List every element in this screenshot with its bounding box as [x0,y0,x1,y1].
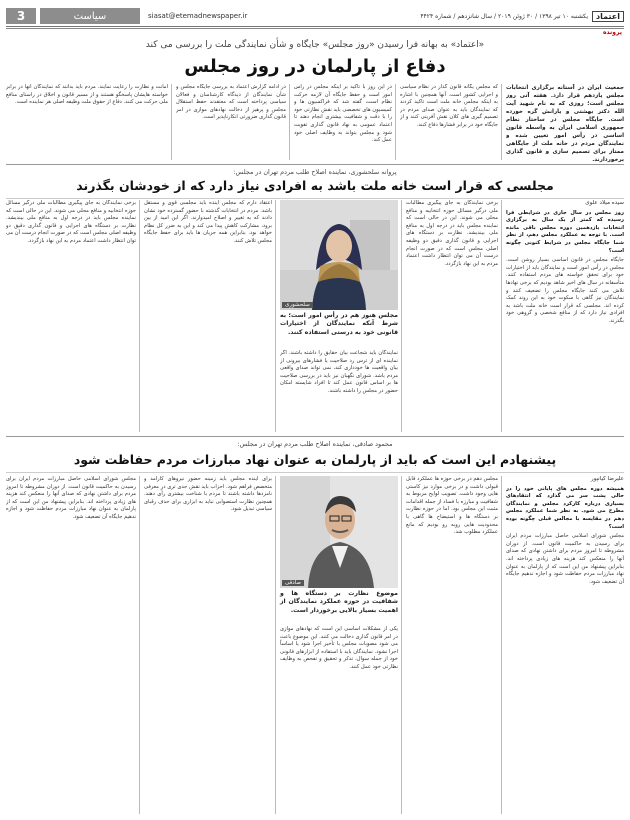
column-divider [401,476,402,814]
dossier-label: پرونده [603,29,622,36]
top-column-5: امانت و نظارت را رعایت نمایند. مردم باید بدانند که نمایندگان آنها در برابر خواسته هایشان پاسخگو هستند و از مسیر قانون و اخلاق در راستای منافع ملی حرکت می کنند. دفاع از حقوق ملت وظیفه اصلی هر نماینده است. [6,84,168,106]
newspaper-logo: اعتماد [592,11,624,22]
article1-author: سیده میلاد علوی [585,200,624,206]
article2-column-3: یکی از مشکلات اساسی این است که نهادهای موازی در امر قانون گذاری دخالت می کنند. این موضوع باعث می شود مصوبات مجلس با تأخیر اجرا شود یا اساساً اجرا نشود. نمایندگان باید با استفاده از ابزارهای قانونی خود از جمله سوال، تذکر و تحقیق و تفحص به وظایف نظارتی خود عمل کنند. [280,626,398,670]
article2-headline: پیشنهادم این است که باید از پارلمان به عنوان نهاد مبارزات مردم حفاظت شود [73,452,557,467]
article1-byline: پروانه سلحشوری، نماینده اصلاح طلب مردم تهران در مجلس: [233,168,397,176]
article1-column-5: برخی نمایندگان به جای پیگیری مطالبات ملی درگیر مسائل حوزه انتخابیه و منافع محلی می شوند. این در حالی است که نماینده مجلس باید در درجه اول به منافع ملی بیندیشد. نظارت بر دستگاه های اجرایی و قانون گذاری دقیق دو وظیفه اصلی مجلس است که در صورت انجام درست آن می توان انتظار داشت اعتماد مردم به این نهاد بازگردد. [6,200,136,244]
column-divider [401,200,402,432]
column-divider [275,200,276,432]
article1-photo-caption: سلحشوری [282,302,313,308]
page-number: 3 [6,8,36,24]
article2-byline: محمود صادقی، نماینده اصلاح طلب مردم تهران در مجلس: [237,440,393,448]
column-divider [501,84,502,160]
article2-body-right: مجلس شورای اسلامی حاصل مبارزات مردم ایران برای رسیدن به حاکمیت قانون است. از دوران مشروطه تا امروز مردم برای داشتن نهادی که صدای آنها را منعکس کند هزینه های زیادی پرداخته اند. بنابراین پیشنهاد من این است که از پارلمان به عنوان نهاد مبارزات مردم حفاظت شود و اجازه ندهیم جایگاه آن تضعیف شود. [506,533,624,585]
top-column-3: در این روز با تأکید بر اینکه مجلس در رأس امور است و حفظ جایگاه آن لازمه حرکت نظام است، گفته شد که فراکسیون ها و کمیسیون های تخصصی باید نقش نظارتی خود را با دقت و شفافیت بیشتری انجام دهند تا اعتماد عمومی به نهاد قانون گذاری تقویت شود و مجلس بتواند به وظایف اصلی خود عمل کند. [294,84,392,144]
top-kicker: «اعتماد» به بهانه فرا رسیدن «روز مجلس» جایگاه و شأن نمایندگی ملت را بررسی می کند [145,40,485,50]
top-column-2: که مجلس یگانه قانون گذار در نظام سیاسی و اجرایی کشور است. آنها همچنین با اشاره به اینکه مجلس خانه ملت است تاکید کردند که نمایندگان باید به عنوان صدای مردم در تصمیم گیری های کلان نقش آفرینی کنند و از جایگاه خود در برابر فشارها دفاع کنند. [400,84,498,128]
column-divider [501,200,502,432]
column-divider [395,84,396,160]
article1-right-column [506,200,624,432]
article1-headline: مجلسی که قرار است خانه ملت باشد به افرادی نیاز دارد که از خودشان بگذرند [76,178,554,193]
column-divider [289,84,290,160]
article2-column-5: مجلس شورای اسلامی حاصل مبارزات مردم ایران برای رسیدن به حاکمیت قانون است. از دوران مشروطه تا امروز مردم برای داشتن نهادی که صدای آنها را منعکس کند هزینه های زیادی پرداخته اند. بنابراین پیشنهاد من این است که از پارلمان به عنوان نهاد مبارزات مردم حفاظت شود و اجازه ندهیم جایگاه آن تضعیف شود. [6,476,136,520]
portrait-illustration [280,200,398,310]
column-divider [171,84,172,160]
article1-column-2: برخی نمایندگان به جای پیگیری مطالبات ملی درگیر مسائل حوزه انتخابیه و منافع محلی می شوند. این در حالی است که نماینده مجلس باید در درجه اول به منافع ملی بیندیشد. نظارت بر دستگاه های اجرایی و قانون گذاری دقیق دو وظیفه اصلی مجلس است که در صورت انجام درست آن می توان انتظار داشت اعتماد مردم به این نهاد بازگردد. [406,200,498,267]
dateline: یکشنبه ۱۰ تیر ۱۳۹۸ / ۳۰ ژوئن ۲۰۱۹ / سال شانزدهم / شماره ۴۴۲۴ [420,12,589,20]
header-rule [6,26,624,27]
column-divider [139,476,140,814]
column-divider [501,476,502,814]
article1-photo [280,200,398,310]
article2-photo [280,476,398,588]
article1-column-4: اعتقاد دارم که مجلس آینده باید مجلسی قوی و مستقل باشد. مردم در انتخابات گذشته با حضور گسترده خود نشان دادند که به تغییر و اصلاح امیدوارند. اگر این امید از بین برود، مشارکت کاهش پیدا می کند و این به ضرر کل نظام خواهد بود. بنابراین همه جریان ها باید برای حفظ جایگاه مجلس تلاش کنند. [144,200,272,244]
column-divider [275,476,276,814]
article2-right-column [506,476,624,814]
top-headline: دفاع از پارلمان در روز مجلس [184,56,446,77]
section-strip [6,28,624,37]
section-label: سیاست [40,8,140,24]
page-header [6,8,624,24]
section-email[interactable]: siasat@etemadnewspaper.ir [148,12,248,20]
portrait-illustration [280,476,398,588]
column-divider [139,200,140,432]
article1-question: روز مجلس در سال جاری در شرایطی فرا رسیده که کمتر از یک سال به برگزاری انتخابات یازدهمین دوره مجلس باقی مانده است. با توجه به عملکرد مجلس دهم، از نظر شما جایگاه مجلس در شرایط کنونی چگونه است؟ [506,209,624,254]
article1-body-right: جایگاه مجلس در قانون اساسی بسیار روشن است. مجلس در رأس امور است و نمایندگان باید از اختیارات خود برای تحقق خواسته های مردم استفاده کنند. متأسفانه در سال های اخیر شاهد بودیم که برخی نهادها تلاش می کنند جایگاه مجلس را تضعیف کنند و نمایندگان نیز گاهی با سکوت خود به این روند کمک کرده اند. مجلسی که قرار است خانه ملت باشد به افرادی نیاز دارد که از منافع شخصی و گروهی خود بگذرند. [506,257,624,324]
section-divider [6,436,624,437]
article2-column-2: مجلس دهم در برخی حوزه ها عملکرد قابل قبولی داشت و در برخی موارد نیز کاستی هایی وجود داشت. تصویب لوایح مربوط به شفافیت و مبارزه با فساد از جمله اقدامات مثبت این مجلس بود. اما در حوزه نظارت بر دستگاه ها و استیضاح ها گاهی با محدودیت هایی روبه رو بودیم که مانع عملکرد مطلوب شد. [406,476,498,536]
article1-column-3: نمایندگان باید شجاعت بیان حقایق را داشته باشند. اگر نماینده ای از ترس رد صلاحیت یا فشارهای بیرونی از بیان واقعیت ها خودداری کند، نمی تواند صدای واقعی مردم باشد. شورای نگهبان نیز باید در بررسی صلاحیت ها بر اساس قانون عمل کند تا افراد شایسته امکان حضور در مجلس را داشته باشند. [280,350,398,394]
section-divider [6,164,624,165]
article2-author: علیرضا کیانپور [590,476,624,482]
article2-question: همیشه دوره مجلس های پایانی خود را در حالی پشت سر می گذارد که انتقادهای بسیاری درباره کارکرد مجلس و نمایندگان مطرح می شود. به نظر شما عملکرد مجلس دهم در مقایسه با مجالس قبلی چگونه بوده است؟ [506,485,624,530]
headline-rule [6,472,624,473]
article2-photo-caption: صادقی [282,580,304,586]
top-lead-column: جمعیت ایران در آستانه برگزاری انتخابات مجلس یازدهم قرار دارد. هفته آتی روز مجلس است؛ روزی که به نام شهید آیت الله دکتر بهشتی و یارانش گره خورده است. جایگاه مجلس در ساختار نظام جمهوری اسلامی ایران به واسطه قانون اساسی در رأس امور تعیین شده و نمایندگان مردم در خانه ملت از جایگاهی ممتاز برای تصمیم سازی و قانون گذاری برخوردارند. [506,85,624,163]
headline-rule [6,198,624,199]
top-column-4: در ادامه گزارش اعتماد به بررسی جایگاه مجلس و شأن نمایندگان از دیدگاه کارشناسان و فعالان سیاسی پرداخته است که معتقدند حفظ استقلال مجلس و پرهیز از دخالت نهادهای موازی در امر قانون گذاری ضرورتی انکارناپذیر است. [176,84,286,121]
article2-pull-quote: موضوع نظارت بر دستگاه ها و شفافیت در حوزه عملکرد نمایندگان از اهمیت بسیار بالایی برخوردار است. [280,590,398,614]
article1-pull-quote: مجلس هنوز هم در رأس امور است؛ به شرط آنکه نمایندگان از اختیارات قانونی خود به درستی استفاده کنند. [280,312,398,336]
article2-column-4: برای آینده مجلس باید زمینه حضور نیروهای کارآمد و متخصص فراهم شود. احزاب باید نقش جدی تری در معرفی نامزدها داشته باشند تا مردم با شناخت بیشتری رأی دهند. همچنین نظارت استصوابی نباید به ابزاری برای حذف رقبای سیاسی تبدیل شود. [144,476,272,513]
